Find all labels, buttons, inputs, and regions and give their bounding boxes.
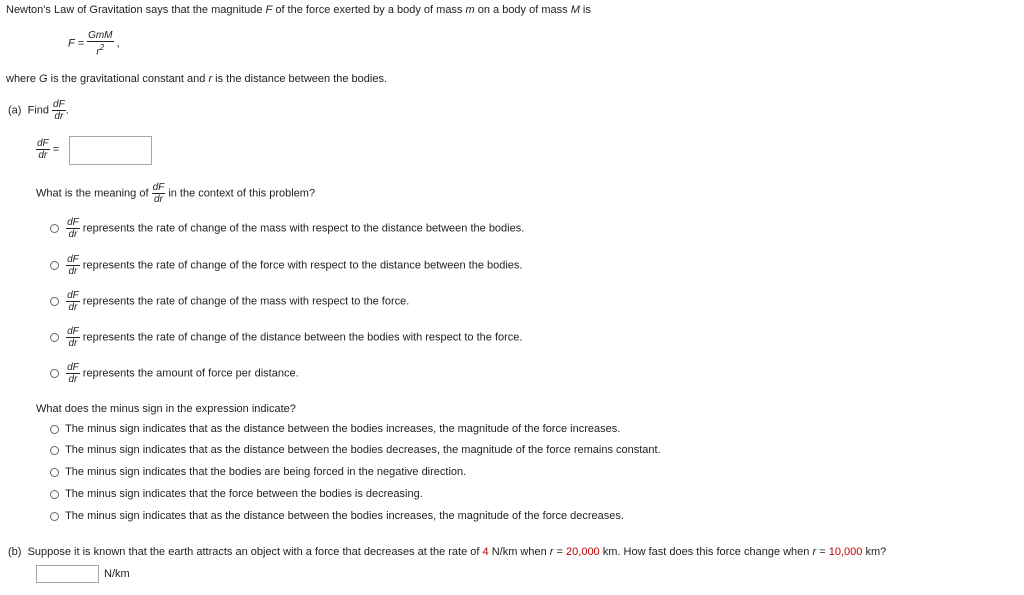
r2-value: 10,000 — [828, 546, 863, 558]
radio-button[interactable] — [50, 512, 59, 521]
option-label: The minus sign indicates that as the distance between the bodies decreases, the magnitude of the force remains constant. — [65, 444, 661, 457]
var-M: M — [570, 4, 580, 16]
option-label: The minus sign indicates that the bodies are being forced in the negative direction. — [65, 466, 467, 479]
meaning-question — [36, 182, 315, 205]
meaning-q-text: What is the meaning of — [36, 187, 149, 200]
where-text: is the gravitational constant and — [50, 73, 206, 85]
minus-option[interactable] — [50, 444, 661, 456]
intro-line — [6, 4, 591, 16]
meaning-option[interactable] — [50, 290, 409, 313]
radio-button[interactable] — [50, 333, 59, 342]
answer-derivative — [36, 138, 50, 161]
option-derivative — [66, 290, 80, 313]
frac-den: dr — [68, 266, 78, 277]
part-a-label: (a) — [8, 104, 22, 117]
frac-den: dr — [38, 150, 48, 161]
where-text: is the distance between the bodies. — [215, 73, 388, 85]
intro-text: Newton's Law of Gravitation says that the magnitude — [6, 4, 263, 16]
meaning-option[interactable] — [50, 254, 522, 277]
minus-question: What does the minus sign in the expression indicate? — [36, 403, 296, 415]
formula-comma: , — [116, 37, 120, 50]
intro-text: is — [582, 4, 591, 16]
frac-num: dF — [53, 99, 65, 110]
part-b-text: km? — [865, 546, 887, 558]
meaning-option[interactable] — [50, 217, 524, 240]
frac-den: dr — [68, 338, 78, 349]
option-label: The minus sign indicates that as the distance between the bodies increases, the magnitude of the force increases. — [65, 423, 621, 436]
minus-option[interactable] — [50, 510, 624, 522]
option-label: The minus sign indicates that as the distance between the bodies increases, the magnitude of the force decreases. — [65, 510, 624, 523]
part-b-label: (b) — [8, 546, 22, 558]
where-line — [6, 73, 387, 85]
meaning-q-text: in the context of this problem? — [168, 187, 316, 200]
option-derivative — [66, 326, 80, 349]
radio-button[interactable] — [50, 297, 59, 306]
radio-button[interactable] — [50, 490, 59, 499]
option-label: represents the rate of change of the force with respect to the distance between the bodies. — [82, 259, 523, 272]
part-b-answer-input[interactable] — [36, 565, 99, 583]
option-derivative — [66, 217, 80, 240]
option-label: represents the rate of change of the mass with respect to the force. — [82, 295, 410, 308]
option-derivative — [66, 254, 80, 277]
formula-lhs: F = — [68, 37, 85, 50]
find-text: Find — [27, 104, 49, 117]
formula-fraction — [87, 30, 113, 57]
gravitation-formula — [68, 30, 120, 57]
intro-text: on a body of mass — [477, 4, 568, 16]
option-label: The minus sign indicates that the force between the bodies is decreasing. — [65, 488, 423, 501]
frac-num: dF — [67, 362, 79, 373]
find-derivative — [52, 99, 66, 122]
where-text: where — [6, 73, 36, 85]
frac-den: dr — [153, 194, 163, 205]
radio-button[interactable] — [50, 261, 59, 270]
equals-sign: = — [556, 546, 563, 558]
part-b-text: km. How fast does this force change when — [602, 546, 810, 558]
part-a-header — [8, 99, 69, 122]
option-label: represents the rate of change of the mass with respect to the distance between the bodies. — [82, 222, 525, 235]
derivative-answer-row — [36, 138, 59, 161]
period: . — [65, 104, 69, 117]
var-r: r — [208, 73, 213, 85]
var-G: G — [39, 73, 48, 85]
equals-sign: = — [819, 546, 826, 558]
var-m: m — [465, 4, 475, 16]
intro-text: of the force exerted by a body of mass — [275, 4, 463, 16]
frac-num: dF — [67, 326, 79, 337]
part-b-text: N/km when — [491, 546, 547, 558]
frac-den: dr — [54, 111, 64, 122]
r1-value: 20,000 — [566, 546, 600, 558]
radio-button[interactable] — [50, 446, 59, 455]
frac-num: dF — [67, 290, 79, 301]
radio-button[interactable] — [50, 425, 59, 434]
formula-den-r: r — [96, 46, 100, 58]
option-label: represents the amount of force per distance. — [82, 367, 299, 380]
equals-sign: = — [52, 143, 60, 156]
minus-option[interactable] — [50, 466, 466, 478]
frac-den: dr — [68, 374, 78, 385]
minus-option[interactable] — [50, 423, 620, 435]
radio-button[interactable] — [50, 468, 59, 477]
rate-value: 4 — [482, 546, 489, 558]
formula-denominator — [95, 42, 105, 57]
option-label: represents the rate of change of the distance between the bodies with respect to the force. — [82, 331, 523, 344]
meaning-derivative — [152, 182, 166, 205]
formula-numerator: GmM — [88, 30, 113, 41]
derivative-answer-input[interactable] — [69, 136, 152, 165]
option-derivative — [66, 362, 80, 385]
part-b-question — [8, 546, 886, 558]
minus-option[interactable] — [50, 488, 423, 500]
formula-exponent: 2 — [99, 43, 105, 52]
meaning-option[interactable] — [50, 326, 522, 349]
frac-den: dr — [68, 302, 78, 313]
radio-button[interactable] — [50, 369, 59, 378]
radio-button[interactable] — [50, 224, 59, 233]
frac-den: dr — [68, 229, 78, 240]
var-F: F — [265, 4, 273, 16]
frac-num: dF — [37, 138, 49, 149]
var-r: r — [812, 546, 817, 558]
frac-num: dF — [67, 254, 79, 265]
meaning-option[interactable] — [50, 362, 299, 385]
frac-num: dF — [67, 217, 79, 228]
var-r: r — [549, 546, 554, 558]
frac-num: dF — [152, 182, 165, 193]
part-b-unit: N/km — [104, 568, 130, 580]
part-b-text: Suppose it is known that the earth attracts an object with a force that decreases at the rate of — [27, 546, 480, 558]
